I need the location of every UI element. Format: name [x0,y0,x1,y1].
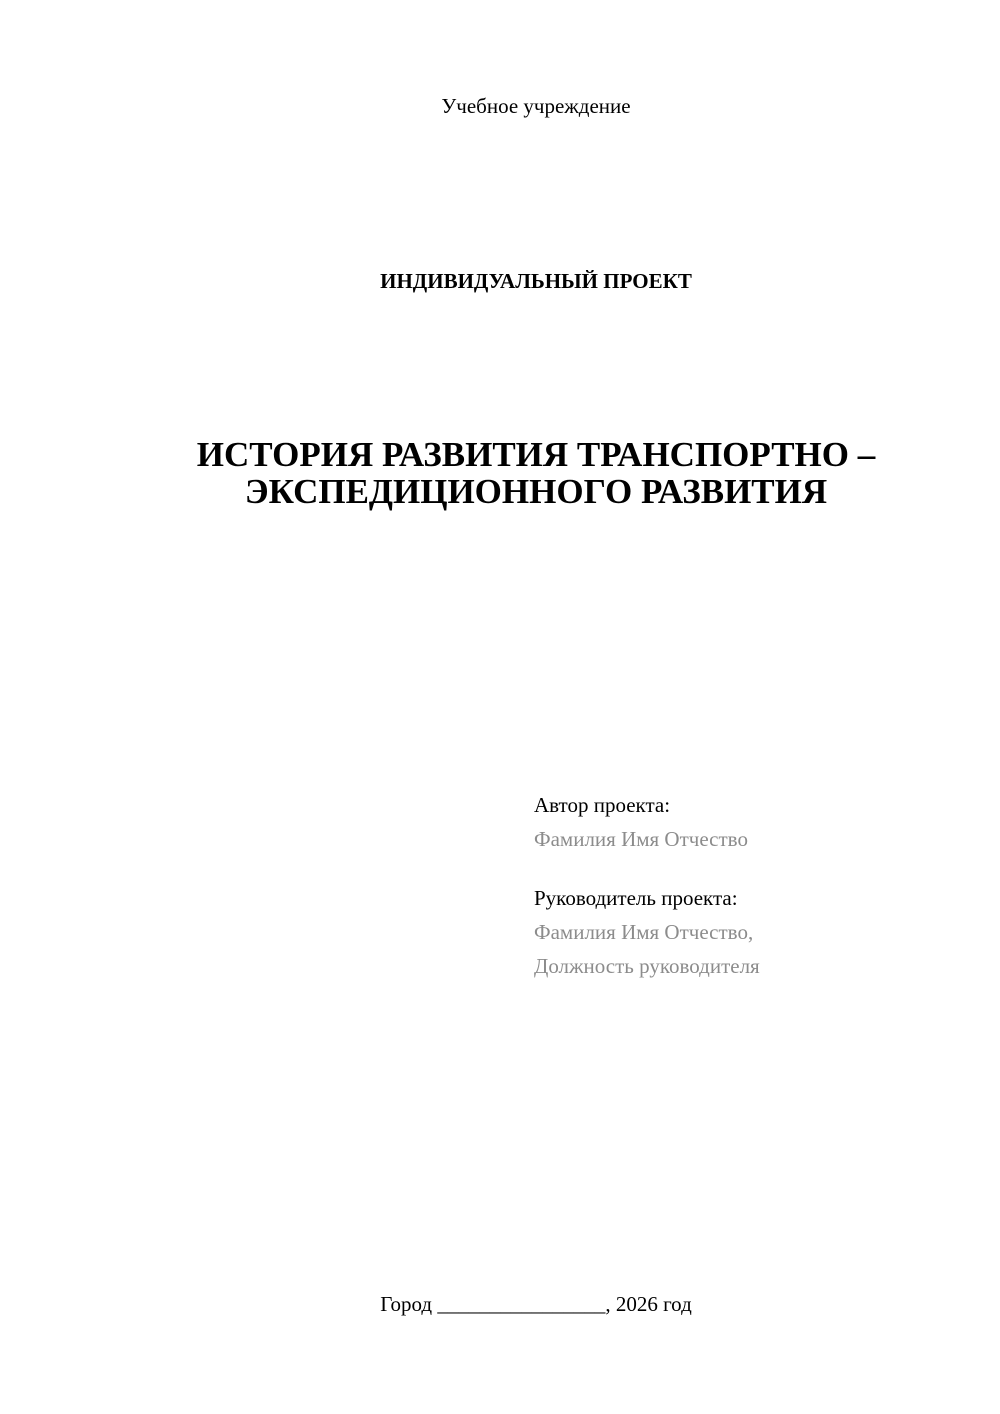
supervisor-label: Руководитель проекта: [534,886,738,910]
project-title [0,436,1000,510]
author-name: Фамилия Имя Отчество [534,827,748,851]
credits-spacer [534,856,974,881]
institution-name: Учебное учреждение [441,94,631,118]
project-title-line-1: ИСТОРИЯ РАЗВИТИЯ ТРАНСПОРТНО – [196,435,876,474]
project-title-line-2: ЭКСПЕДИЦИОННОГО РАЗВИТИЯ [244,472,828,511]
credits-block [534,788,974,983]
city-year-line: Город ________________, 2026 год [380,1292,692,1316]
supervisor-position: Должность руководителя [534,954,760,978]
supervisor-name: Фамилия Имя Отчество, [534,920,754,944]
document-type: ИНДИВИДУАЛЬНЫЙ ПРОЕКТ [380,269,692,293]
author-label: Автор проекта: [534,793,671,817]
